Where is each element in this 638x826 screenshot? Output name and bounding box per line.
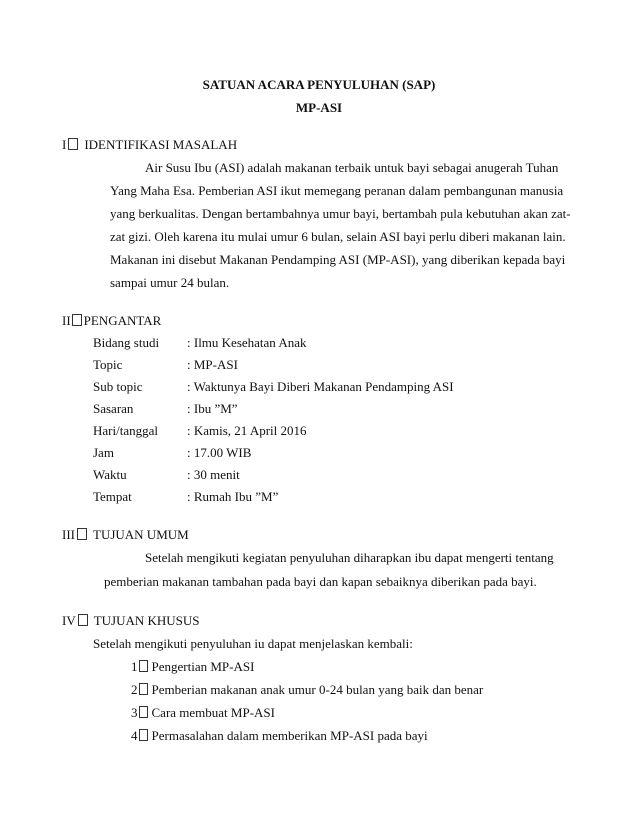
section-heading-4 — [62, 613, 200, 629]
info-key: Sub topic — [93, 379, 143, 394]
section-heading-text: PENGANTAR — [83, 313, 162, 328]
paragraph-line: yang berkualitas. Dengan bertambahnya umur bayi, bertambah pula kebutuhan akan zat- — [110, 206, 571, 221]
paragraph-line: Air Susu Ibu (ASI) adalah makanan terbaik untuk bayi sebagai anugerah Tuhan — [145, 160, 559, 175]
info-key: Jam — [93, 445, 114, 460]
section-number: IV — [62, 613, 76, 628]
info-key: Hari/tanggal — [93, 423, 158, 438]
missing-glyph-icon — [139, 729, 148, 741]
list-number: 2 — [131, 682, 138, 697]
info-key: Waktu — [93, 467, 127, 482]
info-value: : Ibu ”M” — [187, 401, 238, 416]
info-key: Bidang studi — [93, 335, 160, 350]
section-heading-text: TUJUAN KHUSUS — [93, 613, 200, 628]
info-key: Tempat — [93, 489, 132, 504]
missing-glyph-icon — [77, 528, 87, 540]
list-number: 4 — [131, 728, 138, 743]
info-value: : 17.00 WIB — [187, 445, 252, 460]
objectives-intro: Setelah mengikuti penyuluhan iu dapat menjelaskan kembali: — [93, 636, 413, 651]
paragraph-line: Makanan ini disebut Makanan Pendamping ASI (MP-ASI), yang diberikan kepada bayi — [110, 252, 566, 267]
section-heading-text: TUJUAN UMUM — [93, 527, 189, 542]
info-value: : Waktunya Bayi Diberi Makanan Pendamping ASI — [187, 379, 454, 394]
document-subtitle: MP-ASI — [295, 100, 343, 115]
missing-glyph-icon — [139, 683, 148, 695]
list-item — [131, 705, 275, 721]
section-number: II — [62, 313, 71, 328]
paragraph-line: sampai umur 24 bulan. — [110, 275, 230, 290]
missing-glyph-icon — [139, 706, 148, 718]
info-value: : MP-ASI — [187, 357, 238, 372]
section-number: III — [62, 527, 75, 542]
section-heading-3 — [62, 527, 189, 543]
section-heading-text: IDENTIFIKASI MASALAH — [84, 137, 238, 152]
list-text: Permasalahan dalam memberikan MP-ASI pada bayi — [151, 728, 428, 743]
info-key: Topic — [93, 357, 123, 372]
paragraph-line: pemberian makanan tambahan pada bayi dan kapan sebaiknya diberikan pada bayi. — [104, 574, 537, 589]
list-item — [131, 728, 428, 744]
list-item — [131, 682, 483, 698]
list-text: Pemberian makanan anak umur 0-24 bulan yang baik dan benar — [151, 682, 484, 697]
info-value: : 30 menit — [187, 467, 240, 482]
info-key: Sasaran — [93, 401, 134, 416]
document-title: SATUAN ACARA PENYULUHAN (SAP) — [202, 77, 436, 92]
paragraph-line: Setelah mengikuti kegiatan penyuluhan diharapkan ibu dapat mengerti tentang — [145, 550, 554, 565]
list-number: 1 — [131, 659, 138, 674]
missing-glyph-icon — [72, 314, 82, 326]
info-value: : Kamis, 21 April 2016 — [187, 423, 307, 438]
missing-glyph-icon — [68, 138, 78, 150]
section-heading-2 — [62, 313, 161, 329]
missing-glyph-icon — [78, 614, 88, 626]
list-item — [131, 659, 254, 675]
paragraph-line: zat gizi. Oleh karena itu mulai umur 6 bulan, selain ASI bayi perlu diberi makanan lain. — [110, 229, 566, 244]
list-text: Pengertian MP-ASI — [151, 659, 255, 674]
info-value: : Rumah Ibu ”M” — [187, 489, 279, 504]
section-heading-1 — [62, 137, 237, 153]
missing-glyph-icon — [139, 660, 148, 672]
list-number: 3 — [131, 705, 138, 720]
paragraph-line: Yang Maha Esa. Pemberian ASI ikut memegang peranan dalam pembangunan manusia — [110, 183, 564, 198]
info-value: : Ilmu Kesehatan Anak — [187, 335, 307, 350]
list-text: Cara membuat MP-ASI — [151, 705, 275, 720]
section-number: I — [62, 137, 67, 152]
